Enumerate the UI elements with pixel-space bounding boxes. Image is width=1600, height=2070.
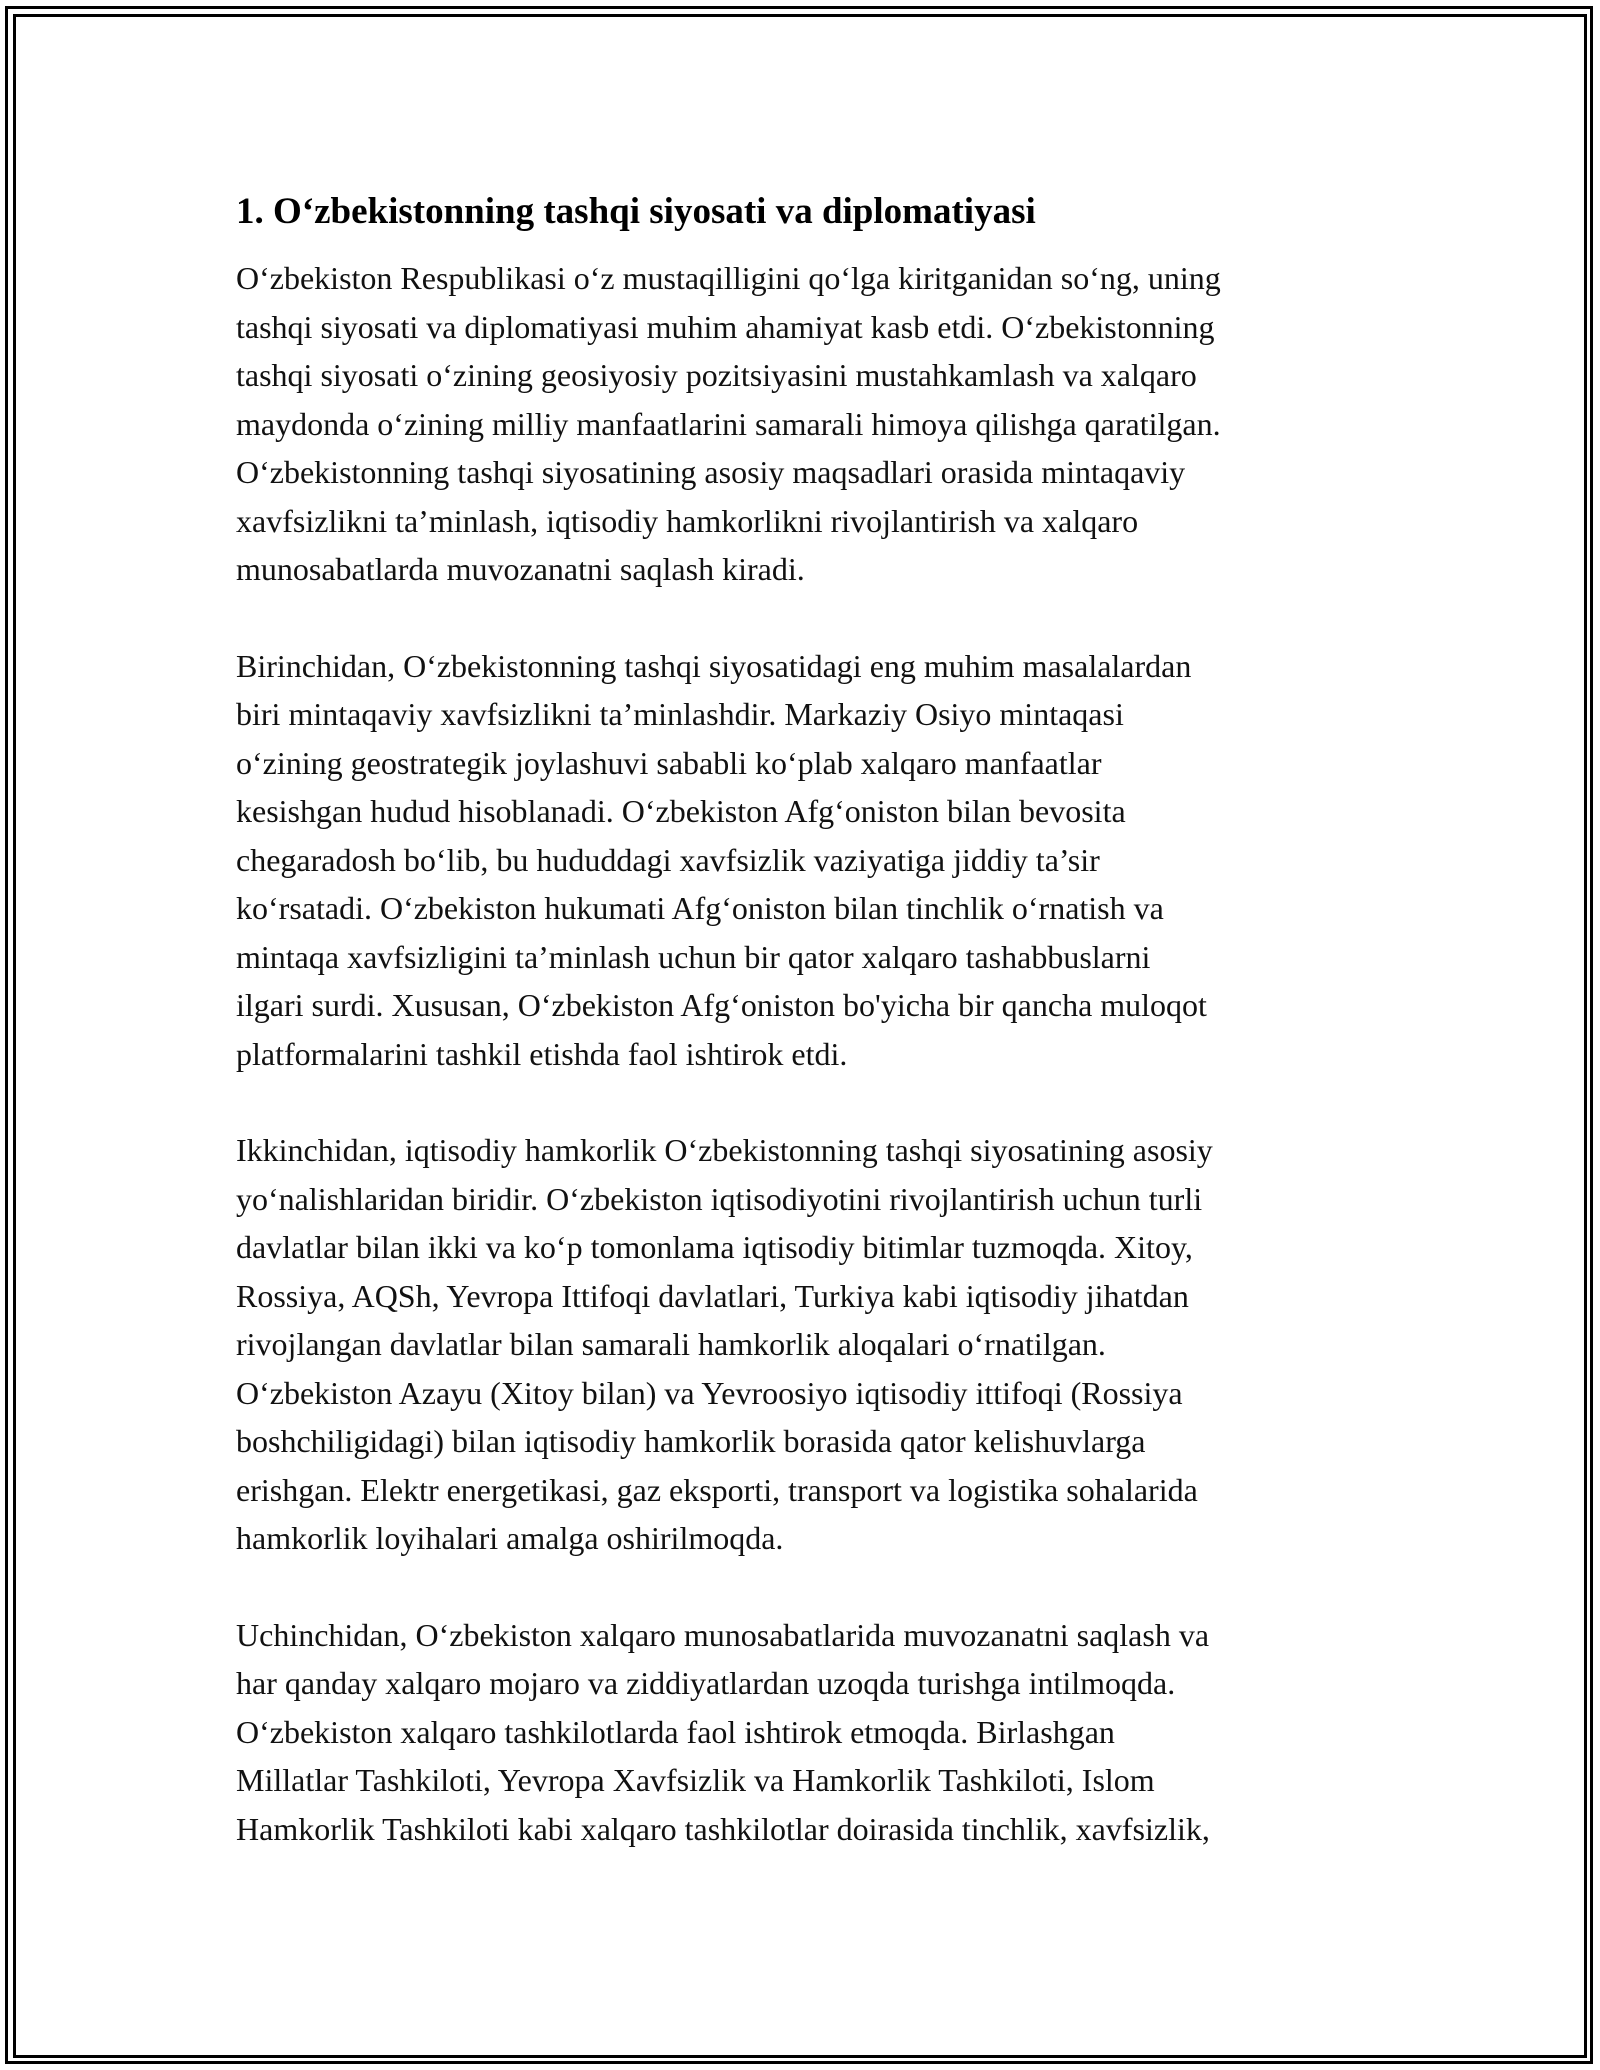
- paragraph-line: Ikkinchidan, iqtisodiy hamkorlik O‘zbekistonning tashqi siyosatining asosiy: [236, 1132, 1213, 1168]
- paragraph: [236, 642, 1376, 1079]
- paragraph-line: Millatlar Tashkiloti, Yevropa Xavfsizlik va Hamkorlik Tashkiloti, Islom: [236, 1762, 1155, 1798]
- paragraph-line: hamkorlik loyihalari amalga oshirilmoqda.: [236, 1520, 784, 1556]
- paragraph: [236, 1126, 1376, 1563]
- paragraph-line: Hamkorlik Tashkiloti kabi xalqaro tashkilotlar doirasida tinchlik, xavfsizlik,: [236, 1810, 1210, 1847]
- paragraph-line: o‘zining geostrategik joylashuvi sababli ko‘plab xalqaro manfaatlar: [236, 744, 1102, 781]
- document-body: [236, 188, 1376, 1901]
- paragraph-line: chegaradosh bo‘lib, bu hududdagi xavfsizlik vaziyatiga jiddiy ta’sir: [236, 841, 1100, 878]
- paragraph-line: O‘zbekiston Azayu (Xitoy bilan) va Yevroosiyo iqtisodiy ittifoqi (Rossiya: [236, 1374, 1183, 1411]
- paragraph: [236, 254, 1376, 594]
- paragraph-line: rivojlangan davlatlar bilan samarali hamkorlik aloqalari o‘rnatilgan.: [236, 1326, 1106, 1362]
- paragraph-line: Uchinchidan, O‘zbekiston xalqaro munosabatlarida muvozanatni saqlash va: [236, 1616, 1210, 1653]
- paragraph-line: tashqi siyosati o‘zining geosiyosiy pozitsiyasini mustahkamlash va xalqaro: [236, 357, 1197, 393]
- paragraph-line: erishgan. Elektr energetikasi, gaz eksporti, transport va logistika sohalarida: [236, 1471, 1198, 1508]
- paragraph-line: kesishgan hudud hisoblanadi. O‘zbekiston Afg‘oniston bilan bevosita: [236, 793, 1126, 829]
- paragraph-line: xavfsizlikni ta’minlash, iqtisodiy hamkorlikni rivojlantirish va xalqaro: [236, 502, 1139, 539]
- paragraph-line: Rossiya, AQSh, Yevropa Ittifoqi davlatlari, Turkiya kabi iqtisodiy jihatdan: [236, 1277, 1189, 1314]
- paragraph-line: ilgari surdi. Xususan, O‘zbekiston Afg‘oniston bo'yicha bir qancha muloqot: [236, 987, 1207, 1023]
- paragraph-line: maydonda o‘zining milliy manfaatlarini samarali himoya qilishga qaratilgan.: [236, 405, 1221, 442]
- paragraph-line: O‘zbekiston xalqaro tashkilotlarda faol ishtirok etmoqda. Birlashgan: [236, 1713, 1115, 1750]
- paragraph-line: munosabatlarda muvozanatni saqlash kiradi.: [236, 551, 805, 587]
- paragraph-line: Birinchidan, O‘zbekistonning tashqi siyosatidagi eng muhim masalalardan: [236, 647, 1192, 684]
- paragraph-line: biri mintaqaviy xavfsizlikni ta’minlashdir. Markaziy Osiyo mintaqasi: [236, 696, 1124, 732]
- paragraph-line: O‘zbekistonning tashqi siyosatining asosiy maqsadlari orasida mintaqaviy: [236, 454, 1186, 490]
- paragraph-line: har qanday xalqaro mojaro va ziddiyatlardan uzoqda turishga intilmoqda.: [236, 1665, 1176, 1701]
- section-heading: 1. O‘zbekistonning tashqi siyosati va diplomatiyasi: [236, 191, 1036, 232]
- paragraph-line: ko‘rsatadi. O‘zbekiston hukumati Afg‘oniston bilan tinchlik o‘rnatish va: [236, 890, 1164, 926]
- paragraph-list: [236, 254, 1376, 1853]
- paragraph-line: platformalarini tashkil etishda faol ishtirok etdi.: [236, 1035, 848, 1072]
- paragraph-line: O‘zbekiston Respublikasi o‘z mustaqilligini qo‘lga kiritganidan so‘ng, uning: [236, 260, 1221, 296]
- paragraph-line: tashqi siyosati va diplomatiyasi muhim ahamiyat kasb etdi. O‘zbekistonning: [236, 308, 1215, 345]
- paragraph-line: mintaqa xavfsizligini ta’minlash uchun bir qator xalqaro tashabbuslarni: [236, 938, 1151, 975]
- paragraph: [236, 1611, 1376, 1854]
- paragraph-line: boshchiligidagi) bilan iqtisodiy hamkorlik borasida qator kelishuvlarga: [236, 1423, 1146, 1459]
- paragraph-line: yo‘nalishlaridan biridir. O‘zbekiston iqtisodiyotini rivojlantirish uchun turli: [236, 1180, 1203, 1217]
- paragraph-line: davlatlar bilan ikki va ko‘p tomonlama iqtisodiy bitimlar tuzmoqda. Xitoy,: [236, 1229, 1193, 1265]
